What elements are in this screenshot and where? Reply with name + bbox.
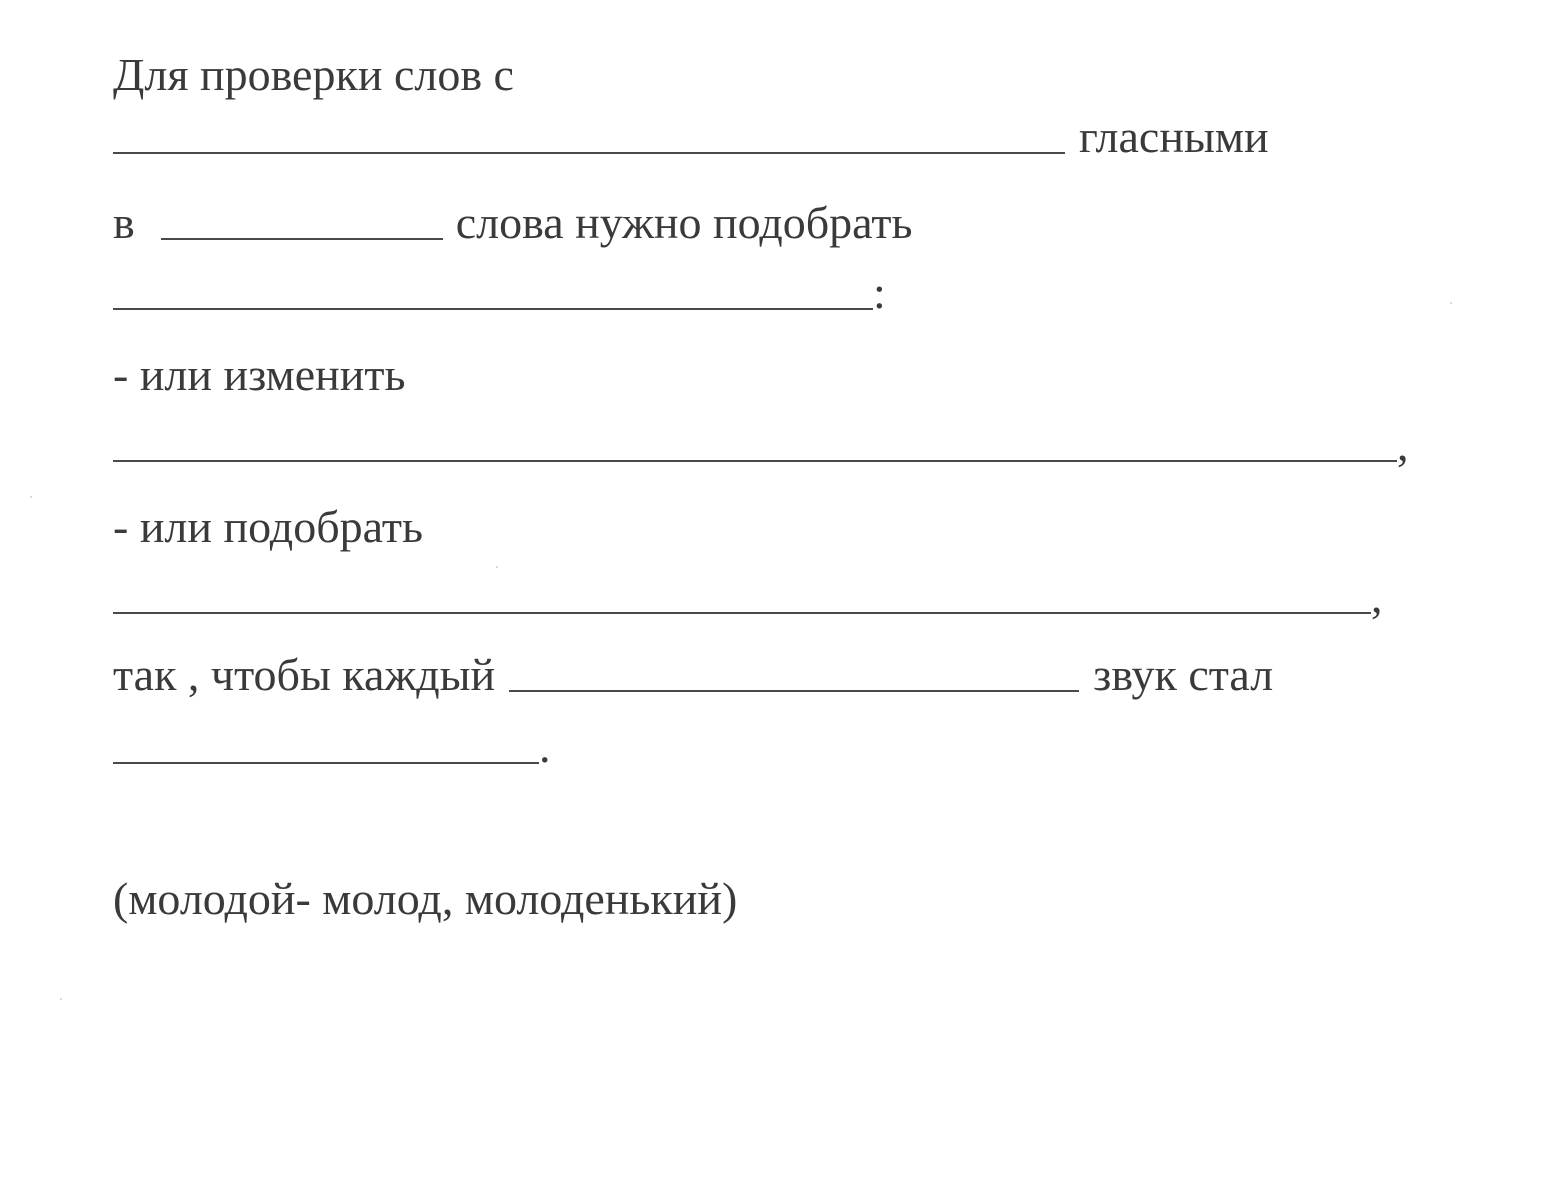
line-check-words [113,262,886,316]
scan-speck [60,998,62,1000]
period: . [539,721,551,772]
preposition-v: в [113,197,135,248]
or-change-text: - или изменить [113,349,406,400]
fill-blank-sound-type[interactable] [509,690,1079,692]
vowels-word: гласными [1079,111,1269,162]
fill-blank-word-part[interactable] [161,238,443,240]
line-word-part [113,192,912,246]
scan-speck [1450,302,1452,304]
line-choose-blank [113,566,1383,620]
line-or-change [113,344,406,398]
colon: : [873,267,886,318]
fill-blank-related-word[interactable] [113,612,1371,614]
comma-2: , [1371,571,1383,622]
or-choose-text: - или подобрать [113,501,423,552]
fill-blank-check-words[interactable] [113,308,873,310]
scan-speck [496,566,498,568]
fill-blank-change-form[interactable] [113,460,1397,462]
line-so-that [113,644,1273,698]
line-change-blank [113,414,1409,468]
scan-speck [30,496,32,498]
fill-blank-sound-state[interactable] [113,762,539,764]
example-text: (молодой- молод, молоденький) [113,873,738,924]
fill-blank-vowel-type[interactable] [113,152,1065,154]
need-to-choose-text: слова нужно подобрать [455,197,913,248]
line-or-choose [113,496,423,550]
intro-text: Для проверки слов с [113,49,514,100]
line-became-blank [113,716,551,770]
sound-became-text: звук стал [1093,649,1274,700]
line-example [113,868,737,922]
line-intro [113,44,514,98]
so-that-text: так , чтобы каждый [113,649,496,700]
comma-1: , [1397,419,1409,470]
line-vowels [113,106,1269,160]
